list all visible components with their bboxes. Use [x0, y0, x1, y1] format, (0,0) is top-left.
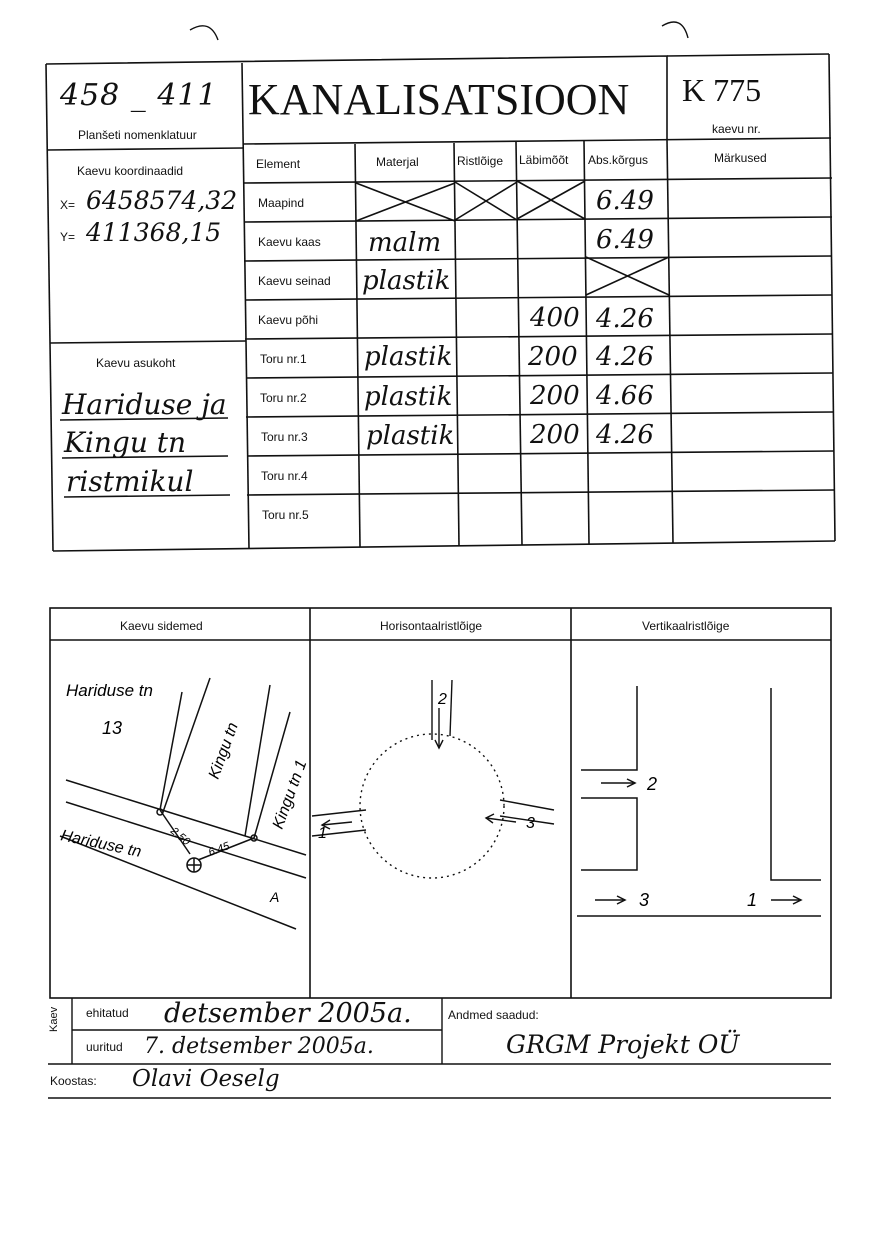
author-value: Olavi Oeselg	[132, 1066, 280, 1092]
col-header-height: Abs.kõrgus	[588, 153, 649, 167]
row-diameter: 200	[530, 420, 580, 450]
col-header-material: Materjal	[376, 155, 419, 169]
col-header-element: Element	[256, 157, 301, 171]
house-number: 13	[102, 718, 123, 738]
row-element: Toru nr.2	[260, 391, 307, 405]
surveyed-value: 7. detsember 2005a.	[144, 1034, 374, 1059]
well-number: K 775	[682, 72, 762, 108]
panel-title-horizontal: Horisontaalristlõige	[380, 619, 483, 633]
row-element: Kaevu põhi	[258, 313, 319, 327]
row-material: plastik	[364, 382, 453, 412]
surveyed-label: uuritud	[86, 1040, 123, 1054]
footer-side-label: Kaev	[48, 1006, 60, 1032]
row-diameter: 200	[528, 342, 578, 372]
point-label: A	[270, 889, 280, 905]
row-element: Toru nr.3	[261, 430, 308, 444]
panel-title-vertical: Vertikaalristlõige	[642, 619, 730, 633]
site-sketch	[50, 640, 310, 998]
location-line1: Hariduse ja	[62, 388, 227, 421]
x-prefix: X=	[60, 198, 76, 212]
location-line2: Kingu tn	[64, 426, 187, 459]
row-element: Maapind	[258, 196, 305, 210]
row-material: plastik	[364, 342, 453, 372]
pipe-label: 2	[647, 774, 658, 794]
row-element: Toru nr.1	[260, 352, 307, 366]
well-label: kaevu nr.	[712, 122, 761, 136]
x-value: 6458574,32	[86, 186, 238, 215]
row-height: 4.66	[596, 381, 654, 411]
row-height: 4.26	[596, 420, 654, 450]
distance-label: 6.45	[206, 840, 232, 859]
built-label: ehitatud	[86, 1006, 129, 1020]
pipe-label: 1	[747, 890, 758, 910]
row-height: 4.26	[596, 304, 654, 334]
row-element: Kaevu kaas	[258, 235, 321, 249]
row-height: 6.49	[596, 186, 654, 216]
street-label: Hariduse tn	[66, 681, 153, 700]
row-height: 6.49	[596, 225, 654, 255]
pipe-label: 3	[639, 890, 650, 910]
col-header-diameter: Läbimõõt	[519, 153, 569, 167]
pipe-label: 2	[438, 691, 447, 708]
row-material: plastik	[366, 421, 455, 451]
street-label: Kingu tn 1	[269, 757, 310, 832]
distance-label: 2.50	[168, 825, 193, 849]
pipe-label: 1	[318, 825, 327, 842]
street-label: Hariduse tn	[59, 827, 143, 861]
data-source-label: Andmed saadud:	[448, 1008, 539, 1022]
form-title: KANALISATSIOON	[248, 75, 630, 124]
built-value: detsember 2005a.	[164, 998, 412, 1029]
row-diameter: 400	[530, 303, 580, 333]
author-label: Koostas:	[50, 1074, 97, 1088]
location-line3: ristmikul	[66, 465, 194, 498]
row-element: Kaevu seinad	[258, 274, 331, 288]
row-diameter: 200	[530, 381, 580, 411]
sheet-label: Planšeti nomenklatuur	[78, 128, 197, 142]
data-source-value: GRGM Projekt OÜ	[506, 1030, 740, 1059]
y-prefix: Y=	[60, 230, 76, 244]
y-value: 411368,15	[86, 218, 222, 247]
coordinates-label: Kaevu koordinaadid	[77, 164, 184, 178]
sheet-number: 458 _ 411	[60, 78, 218, 113]
row-element: Toru nr.4	[261, 469, 308, 483]
location-label: Kaevu asukoht	[96, 356, 176, 370]
horizontal-section	[310, 640, 571, 998]
pipe-label: 3	[526, 815, 535, 832]
row-material: malm	[368, 228, 442, 258]
street-label: Kingu tn	[205, 720, 242, 782]
row-material: plastik	[362, 266, 451, 296]
row-element: Toru nr.5	[262, 508, 309, 522]
col-header-notes: Märkused	[714, 151, 767, 165]
col-header-section: Ristlõige	[457, 154, 504, 168]
row-height: 4.26	[596, 342, 654, 372]
panel-title-connections: Kaevu sidemed	[120, 619, 203, 633]
vertical-section	[571, 640, 831, 998]
